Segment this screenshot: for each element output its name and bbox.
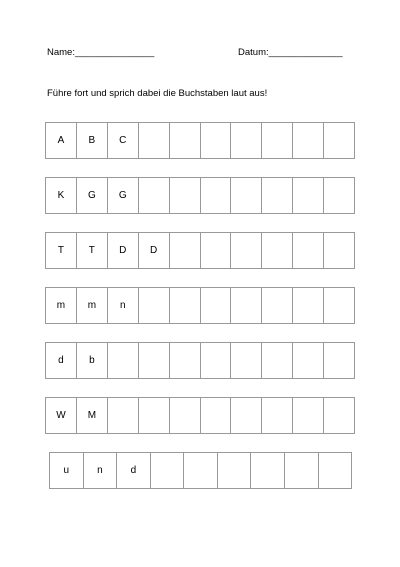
letter-cell: n — [108, 288, 139, 323]
letter-cell — [262, 398, 293, 433]
letter-cell — [293, 233, 324, 268]
letter-cell — [184, 453, 218, 488]
letter-cell — [108, 343, 139, 378]
letter-row — [49, 452, 352, 489]
letter-row — [45, 232, 355, 269]
letter-cell — [151, 453, 185, 488]
letter-cell — [201, 288, 232, 323]
letter-cell: T — [77, 233, 108, 268]
letter-cell — [170, 343, 201, 378]
letter-cell — [231, 123, 262, 158]
letter-row — [45, 177, 355, 214]
letter-cell — [201, 343, 232, 378]
letter-cell — [262, 123, 293, 158]
letter-cell — [262, 233, 293, 268]
letter-cell — [170, 288, 201, 323]
letter-cell: d — [46, 343, 77, 378]
letter-cell — [285, 453, 319, 488]
date-field: Datum:______________ — [238, 47, 343, 58]
letter-cell — [139, 178, 170, 213]
letter-cell — [293, 343, 324, 378]
letter-cell — [262, 178, 293, 213]
letter-cell — [231, 178, 262, 213]
letter-cell: G — [77, 178, 108, 213]
letter-cell: T — [46, 233, 77, 268]
letter-cell: C — [108, 123, 139, 158]
letter-cell — [139, 288, 170, 323]
name-field: Name:_______________ — [47, 47, 155, 58]
letter-cell — [139, 123, 170, 158]
letter-cell: m — [46, 288, 77, 323]
letter-cell — [139, 398, 170, 433]
letter-cell — [319, 453, 353, 488]
letter-cell — [201, 123, 232, 158]
letter-cell — [293, 398, 324, 433]
letter-cell: n — [84, 453, 118, 488]
letter-cell — [231, 398, 262, 433]
letter-cell — [231, 233, 262, 268]
letter-cell — [324, 233, 355, 268]
letter-cell: u — [50, 453, 84, 488]
letter-cell — [108, 398, 139, 433]
letter-cell: D — [108, 233, 139, 268]
letter-cell — [293, 288, 324, 323]
letter-cell: m — [77, 288, 108, 323]
letter-cell — [324, 178, 355, 213]
letter-row — [45, 122, 355, 159]
letter-cell — [324, 123, 355, 158]
letter-cell — [170, 233, 201, 268]
letter-row — [45, 342, 355, 379]
letter-row — [45, 397, 355, 434]
letter-cell — [324, 343, 355, 378]
letter-cell — [218, 453, 252, 488]
letter-cell — [324, 288, 355, 323]
letter-cell — [231, 343, 262, 378]
letter-cell: d — [117, 453, 151, 488]
letter-cell: K — [46, 178, 77, 213]
letter-cell — [262, 343, 293, 378]
letter-cell: M — [77, 398, 108, 433]
letter-cell: G — [108, 178, 139, 213]
letter-cell — [262, 288, 293, 323]
letter-cell: W — [46, 398, 77, 433]
letter-cell — [293, 178, 324, 213]
letter-row — [45, 287, 355, 324]
letter-cell: D — [139, 233, 170, 268]
letter-cell — [139, 343, 170, 378]
letter-cell: A — [46, 123, 77, 158]
letter-cell — [231, 288, 262, 323]
letter-cell: b — [77, 343, 108, 378]
letter-cell — [201, 178, 232, 213]
letter-cell — [170, 178, 201, 213]
letter-cell — [293, 123, 324, 158]
instruction-text: Führe fort und sprich dabei die Buchstaben laut aus! — [47, 88, 268, 99]
letter-cell — [324, 398, 355, 433]
letter-cell — [201, 398, 232, 433]
letter-cell — [201, 233, 232, 268]
letter-cell: B — [77, 123, 108, 158]
letter-cell — [170, 123, 201, 158]
letter-cell — [251, 453, 285, 488]
letter-cell — [170, 398, 201, 433]
